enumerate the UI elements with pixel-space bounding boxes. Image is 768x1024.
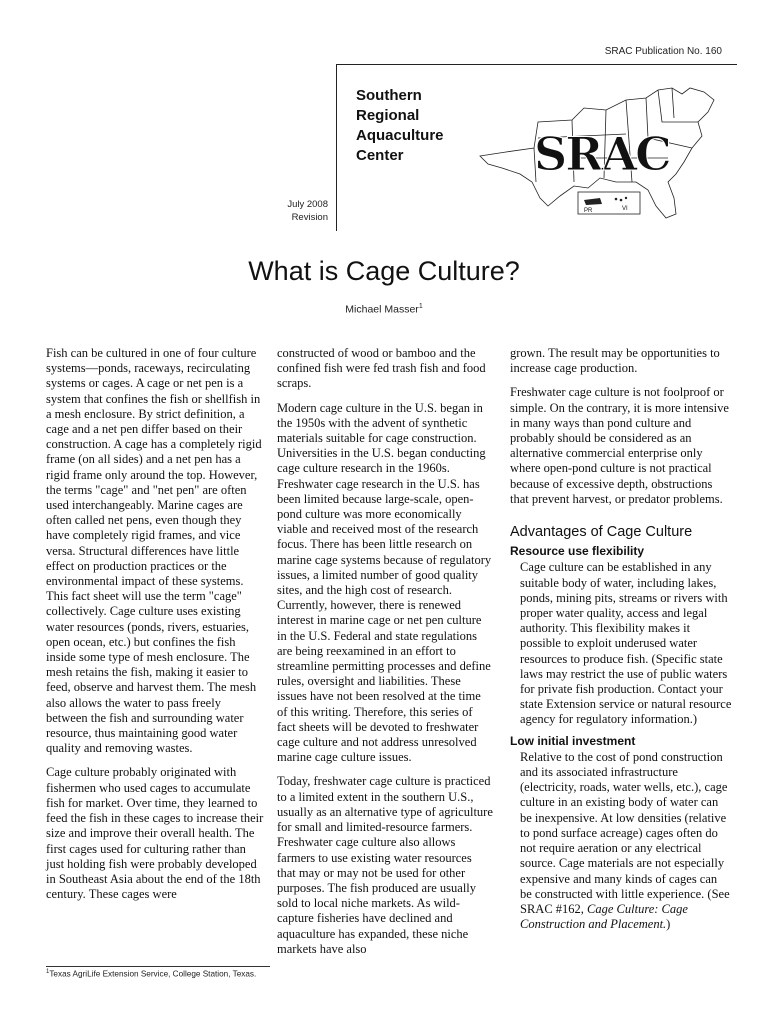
- footnote-mark: 1: [46, 969, 50, 975]
- section-heading: Advantages of Cage Culture: [510, 524, 693, 541]
- center-name: [356, 86, 444, 166]
- date-text: July 2008: [287, 199, 328, 210]
- paragraph: Modern cage culture in the U.S. began in the 1950s with the advent of synthetic materials suitable for cage construction. Universities in the U.S. began conducting cage culture research in the 1960s. Freshwater cage research in the U.S. has been limited because large-scale, open-pond culture was more economically viable and received most of the research focus. There has been little research on marine cage systems because of regulatory issues, a limited number of good quality sites, and the high cost of research. Currently, however, there is renewed interest in marine cage or net pen culture in the U.S. Federal and state regulations are being reexamined in an effort to streamline permitting processes and define rules, oversight and liabilities. These issues have not been resolved at the time of this writing. Therefore, this series of fact sheets will be devoted to freshwater cage culture and not address unresolved marine cage culture issues.: [277, 400, 492, 765]
- publication-date: [268, 198, 328, 224]
- center-name-line: Regional: [356, 107, 420, 124]
- column-middle: [277, 346, 493, 966]
- paragraph: grown. The result may be opportunities to increase cage production.: [510, 346, 720, 376]
- reference-title: Cage Culture: Cage Construction and Placement.: [520, 901, 688, 932]
- author-line: [0, 303, 768, 316]
- center-name-line: Aquaculture: [356, 127, 444, 144]
- paragraph: Cage culture probably originated with fishermen who used cages to accumulate fish for market. Over time, they learned to feed the fish in these cages to increase their size and improve their overall health. The first cages used for culturing rather than just holding fish were probably developed in Southeast Asia about the end of the 18th century. These cages were: [46, 765, 264, 902]
- pr-label: PR: [584, 208, 593, 214]
- footnote: [46, 966, 270, 979]
- subsection-heading: Resource use flexibility: [510, 544, 645, 559]
- srac-logo-text: SRAC: [534, 127, 670, 181]
- author-footnote-mark: 1: [418, 303, 423, 310]
- paragraph: Fish can be cultured in one of four culture systems—ponds, raceways, recirculating systems or cages. A cage or net pen is a system that confines the fish or shellfish in a mesh enclosure. By strict definition, a cage and a net pen differ based on their construction. A cage has a completely rigid frame (on all sides) and a net pen has a rigid frame only around the top. However, the terms "cage" and "net pen" are often used interchangeably. Marine cages are often called net pens, even though they have completely rigid frames, and vice versa. Structural differences have little effect on production practices or the environmental impact of these systems. This fact sheet will use the term "cage" collectively. Cage culture uses existing water resources (ponds, rivers, estuaries, open ocean, etc.) but confines the fish inside some type of mesh enclosure. The mesh retains the fish, making it easier to feed, observe and harvest them. The mesh also allows the water to pass freely between the fish and surrounding water resource, thus maintaining good water quality and removing wastes.: [46, 346, 262, 756]
- srac-region-map-logo: [476, 78, 734, 224]
- column-left: [46, 346, 264, 911]
- subsection-heading: Low initial investment: [510, 733, 636, 748]
- author-name: Michael Masser: [345, 303, 419, 316]
- paragraph: constructed of wood or bamboo and the confined fish were fed trash fish and food scraps.: [277, 346, 486, 391]
- revision-text: Revision: [291, 212, 328, 223]
- paragraph-text: ): [666, 917, 671, 932]
- paragraph: [510, 750, 732, 932]
- paragraph: Cage culture can be established in any suitable body of water, including lakes, ponds, mining pits, streams or rivers with proper water quality, access and legal authority. This flexibility makes it possible to exploit underused water resources to produce fish. (Specific state laws may restrict the use of public waters for private fish production. Contact your state Extension service or natural resource agency for regulatory information.): [520, 560, 732, 727]
- article-title: What is Cage Culture?: [248, 256, 520, 286]
- footnote-text: Texas AgriLife Extension Service, College Station, Texas.: [49, 969, 257, 979]
- paragraph: Today, freshwater cage culture is practiced to a limited extent in the southern U.S., usually as an alternative type of agriculture for small and limited-resource farmers. Freshwater cage culture also allows farmers to use existing water resources that may or may not be used for other purposes. The fish produced are usually sold to local niche markets. As wild-capture fisheries have declined and aquaculture has expanded, these niche markets have also: [277, 774, 493, 956]
- center-name-line: Center: [356, 147, 404, 164]
- publication-number: SRAC Publication No. 160: [604, 46, 722, 57]
- column-right: [510, 346, 732, 938]
- vi-label: VI: [622, 206, 628, 212]
- paragraph-text: Relative to the cost of pond construction and its associated infrastructure (electricity, roads, water wells, etc.), cage culture in an existing body of water can be inexpensive. At low densities (relative to pond surface acreage) cages often do not require aeration or any electrical source. Cage materials are not especially expensive and many kinds of cages can be constructed with little experience. (See SRAC #162,: [520, 749, 730, 916]
- paragraph: Freshwater cage culture is not foolproof or simple. On the contrary, it is more intensive in many ways than pond culture and probably should be considered as an alternative commercial enterprise only where open-pond culture is not practical because of excessive depth, obstructions that prevent harvest, or predator problems.: [510, 385, 729, 506]
- center-name-line: Southern: [356, 87, 422, 104]
